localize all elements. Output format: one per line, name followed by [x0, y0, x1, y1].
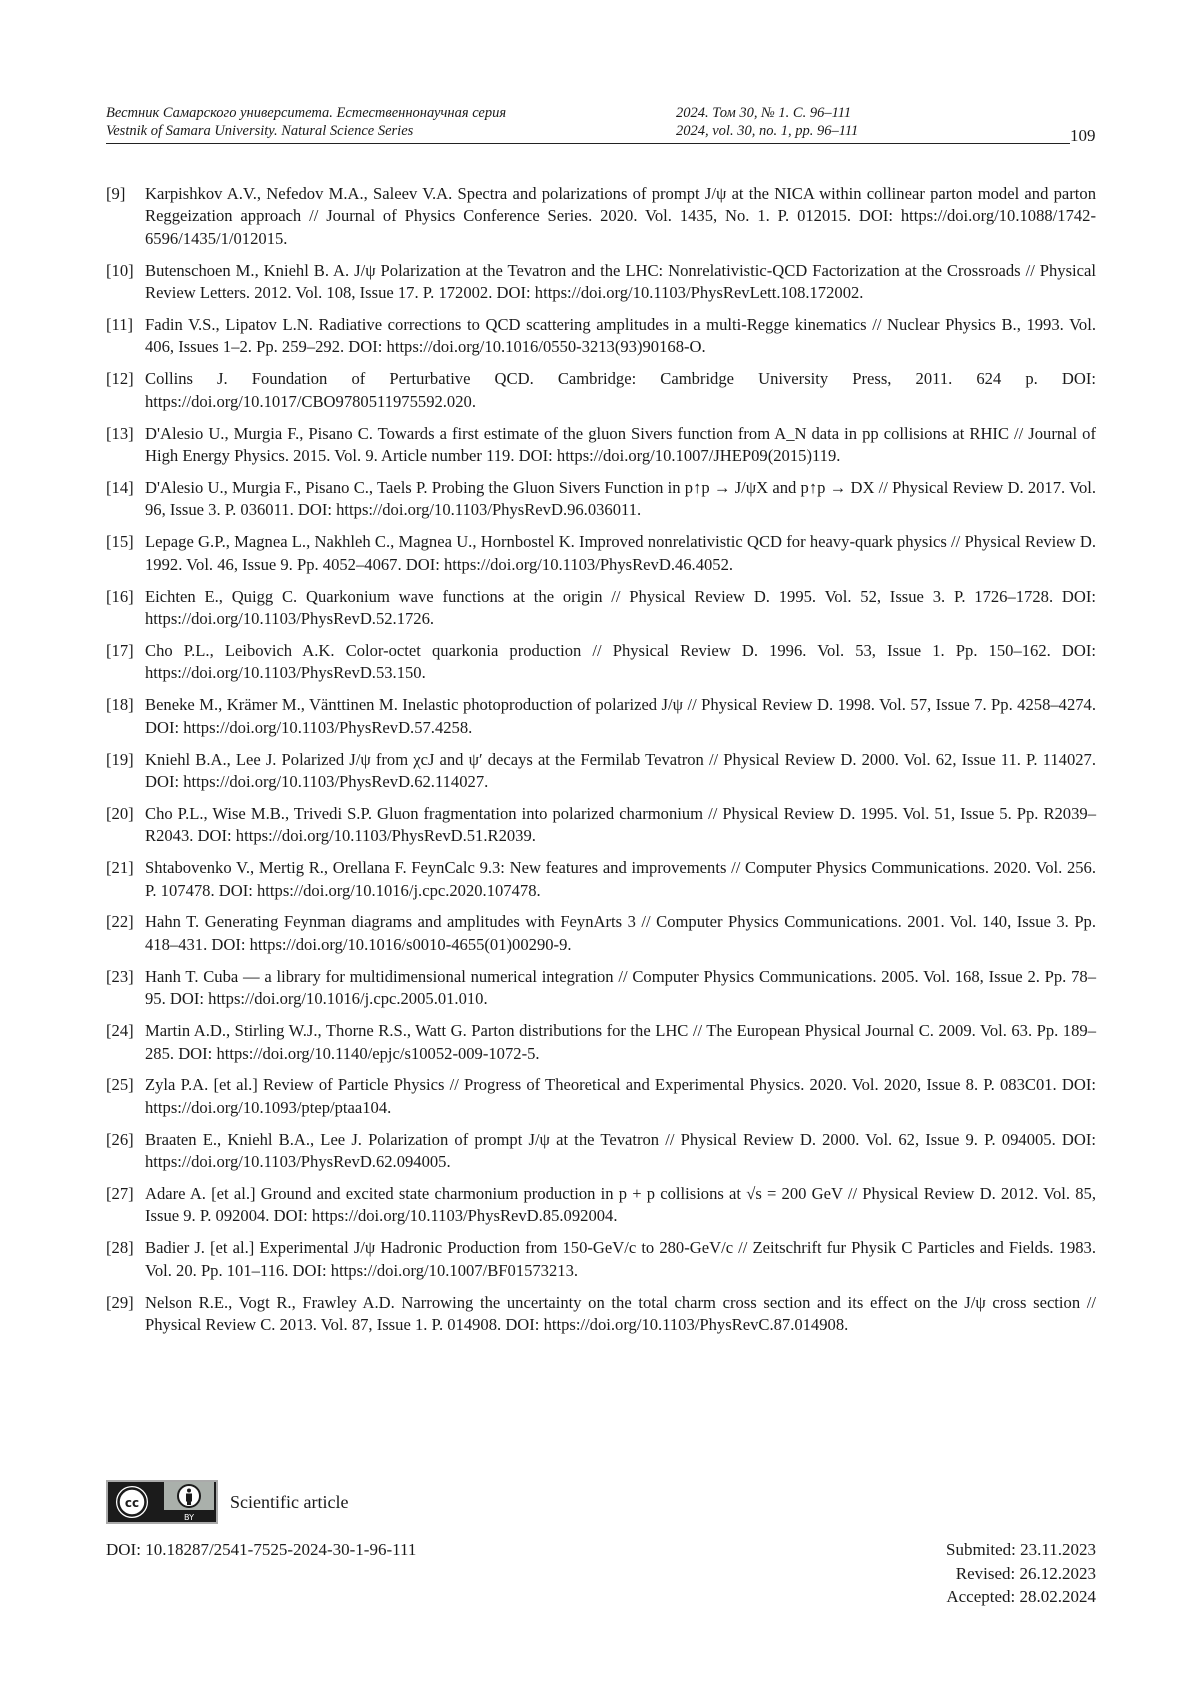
reference-number: [24] — [106, 1021, 134, 1041]
reference-item — [106, 1237, 1096, 1282]
reference-number: [16] — [106, 586, 134, 606]
page-number: 109 — [1070, 126, 1096, 145]
reference-text: D'Alesio U., Murgia F., Pisano C., Taels P. Probing the Gluon Sivers Function in p↑p → J/ψX and p↑p → DX // Physical Review D. 2017. Vol. 96, Issue 3. P. 036011. DOI: https://doi.org/10.1103/PhysRevD.96.036011. — [145, 477, 1096, 520]
reference-item — [106, 749, 1096, 794]
reference-number: [20] — [106, 803, 134, 823]
running-head — [106, 104, 1106, 140]
reference-item — [106, 640, 1096, 685]
header-rule — [106, 143, 1070, 144]
reference-item — [106, 1129, 1096, 1174]
svg-text:cc: cc — [124, 1496, 140, 1510]
submitted-date: Submited: 23.11.2023 — [945, 1540, 1096, 1559]
reference-item — [106, 368, 1096, 413]
reference-text: Adare A. [et al.] Ground and excited state charmonium production in p + p collisions at √s = 200 GeV // Physical Review D. 2012. Vol. 85, Issue 9. P. 092004. DOI: https://doi.org/10.1103/PhysRevD.85.092004. — [145, 1184, 1096, 1226]
footer — [106, 1480, 1096, 1609]
issue-info-en: 2024, vol. 30, no. 1, pp. 96–111 — [676, 123, 859, 139]
issue-info-ru: 2024. Том 30, № 1. С. 96–111 — [676, 105, 852, 121]
reference-number: [29] — [106, 1292, 134, 1312]
reference-text: Karpishkov A.V., Nefedov M.A., Saleev V.A. Spectra and polarizations of prompt J/ψ at the NICA within collinear parton model and parton Reggeization approach // Journal of Physics Conference Series. 2020. Vol. 1435, No. 1. P. 012015. DOI: https://doi.org/10.1088/1742-6596/1435/1/012015. — [145, 184, 1096, 248]
reference-number: [13] — [106, 423, 134, 443]
reference-text: Collins J. Foundation of Perturbative QCD. Cambridge: Cambridge University Press, 2011. 624 p. DOI: https://doi.org/10.1017/CBO9780511975592.020. — [145, 369, 1096, 411]
reference-text: Hanh T. Cuba — a library for multidimensional numerical integration // Computer Physics Communications. 2005. Vol. 168, Issue 2. Pp. 78–95. DOI: https://doi.org/10.1016/j.cpc.2005.01.010. — [145, 966, 1096, 1009]
reference-number: [26] — [106, 1129, 134, 1149]
reference-text: Beneke M., Krämer M., Vänttinen M. Inelastic photoproduction of polarized J/ψ // Physical Review D. 1998. Vol. 57, Issue 7. Pp. 4258–4274. DOI: https://doi.org/10.1103/PhysRevD.57.4258. — [145, 695, 1096, 737]
reference-text: Cho P.L., Leibovich A.K. Color-octet quarkonia production // Physical Review D. 1996. Vol. 53, Issue 1. Pp. 150–162. DOI: https://doi.org/10.1103/PhysRevD.53.150. — [145, 640, 1096, 683]
reference-item — [106, 1074, 1096, 1119]
reference-item — [106, 423, 1096, 468]
reference-number: [14] — [106, 477, 134, 497]
reference-text: Kniehl B.A., Lee J. Polarized J/ψ from χcJ and ψ′ decays at the Fermilab Tevatron // Physical Review D. 2000. Vol. 62, Issue 11. P. 114027. DOI: https://doi.org/10.1103/PhysRevD.62.114027. — [145, 749, 1096, 791]
reference-item — [106, 586, 1096, 631]
reference-item — [106, 314, 1096, 359]
reference-item — [106, 260, 1096, 305]
cc-badge-by-label: BY — [184, 1513, 194, 1522]
article-doi: DOI: 10.18287/2541-7525-2024-30-1-96-111 — [106, 1540, 417, 1559]
reference-item — [106, 803, 1096, 848]
reference-text: Eichten E., Quigg C. Quarkonium wave functions at the origin // Physical Review D. 1995. Vol. 52, Issue 3. P. 1726–1728. DOI: https://doi.org/10.1103/PhysRevD.52.1726. — [145, 586, 1096, 628]
reference-item — [106, 857, 1096, 902]
reference-item — [106, 1183, 1096, 1228]
reference-text: Shtabovenko V., Mertig R., Orellana F. FeynCalc 9.3: New features and improvements // Computer Physics Communications. 2020. Vol. 256. P. 107478. DOI: https://doi.org/10.1016/j.cpc.2020.107478. — [145, 858, 1096, 900]
revised-date: Revised: 26.12.2023 — [955, 1563, 1096, 1583]
cc-license-icon — [108, 1482, 216, 1522]
journal-title-en: Vestnik of Samara University. Natural Science Series — [106, 123, 414, 139]
reference-text: Badier J. [et al.] Experimental J/ψ Hadronic Production from 150-GeV/c to 280-GeV/c // Zeitschrift fur Physik C Particles and Fields. 1983. Vol. 20. Pp. 101–116. DOI: https://doi.org/10.1007/BF01573213. — [145, 1238, 1096, 1280]
reference-text: Zyla P.A. [et al.] Review of Particle Physics // Progress of Theoretical and Experimental Physics. 2020. Vol. 2020, Issue 8. P. 083C01. DOI: https://doi.org/10.1093/ptep/ptaa104. — [145, 1075, 1096, 1117]
accepted-date: Accepted: 28.02.2024 — [946, 1587, 1096, 1606]
reference-text: Martin A.D., Stirling W.J., Thorne R.S., Watt G. Parton distributions for the LHC // The European Physical Journal C. 2009. Vol. 63. Pp. 189–285. DOI: https://doi.org/10.1140/epjc/s10052-009-1072-5. — [145, 1021, 1096, 1063]
reference-item — [106, 477, 1096, 522]
reference-number: [17] — [106, 640, 134, 660]
reference-item — [106, 694, 1096, 739]
reference-text: Lepage G.P., Magnea L., Nakhleh C., Magnea U., Hornbostel K. Improved nonrelativistic QCD for heavy-quark physics // Physical Review D. 1992. Vol. 46, Issue 9. Pp. 4052–4067. DOI: https://doi.org/10.1103/PhysRevD.46.4052. — [145, 532, 1096, 574]
reference-number: [27] — [106, 1184, 134, 1204]
reference-text: Nelson R.E., Vogt R., Frawley A.D. Narrowing the uncertainty on the total charm cross section and its effect on the J/ψ cross section // Physical Review C. 2013. Vol. 87, Issue 1. P. 014908. DOI: https://doi.org/10.1103/PhysRevC.87.014908. — [145, 1292, 1096, 1335]
reference-list — [106, 183, 1096, 1346]
reference-number: [9] — [106, 184, 126, 203]
reference-number: [18] — [106, 695, 134, 715]
article-type: Scientific article — [230, 1491, 349, 1512]
reference-number: [15] — [106, 532, 134, 552]
reference-number: [10] — [106, 260, 134, 280]
reference-text: Fadin V.S., Lipatov L.N. Radiative corrections to QCD scattering amplitudes in a multi-Regge kinematics // Nuclear Physics B., 1993. Vol. 406, Issues 1–2. Pp. 259–292. DOI: https://doi.org/10.1016/0550-3213(93)90168-O. — [145, 315, 1096, 357]
journal-title-ru: Вестник Самарского университета. Естественнонаучная серия — [106, 105, 507, 121]
reference-number: [19] — [106, 749, 134, 769]
cc-by-license-badge[interactable] — [106, 1480, 218, 1524]
reference-number: [12] — [106, 369, 134, 389]
reference-number: [11] — [106, 315, 134, 335]
reference-text: Braaten E., Kniehl B.A., Lee J. Polarization of prompt J/ψ at the Tevatron // Physical Review D. 2000. Vol. 62, Issue 9. P. 094005. DOI: https://doi.org/10.1103/PhysRevD.62.094005. — [145, 1129, 1096, 1172]
reference-item — [106, 1020, 1096, 1065]
reference-number: [25] — [106, 1075, 134, 1095]
reference-number: [22] — [106, 912, 134, 932]
reference-text: Butenschoen M., Kniehl B. A. J/ψ Polarization at the Tevatron and the LHC: Nonrelativistic-QCD Factorization at the Crossroads // Physical Review Letters. 2012. Vol. 108, Issue 17. P. 172002. DOI: https://doi.org/10.1103/PhysRevLett.108.172002. — [145, 260, 1096, 303]
reference-text: Hahn T. Generating Feynman diagrams and amplitudes with FeynArts 3 // Computer Physics Communications. 2001. Vol. 140, Issue 3. Pp. 418–431. DOI: https://doi.org/10.1016/s0010-4655(01)00290-9. — [145, 912, 1096, 954]
reference-number: [28] — [106, 1238, 134, 1258]
reference-text: Cho P.L., Wise M.B., Trivedi S.P. Gluon fragmentation into polarized charmonium // Physical Review D. 1995. Vol. 51, Issue 5. Pp. R2039–R2043. DOI: https://doi.org/10.1103/PhysRevD.51.R2039. — [145, 803, 1096, 846]
reference-item — [106, 531, 1096, 576]
reference-item — [106, 911, 1096, 956]
reference-number: [23] — [106, 966, 134, 986]
reference-item — [106, 1292, 1096, 1337]
reference-item — [106, 183, 1096, 250]
reference-number: [21] — [106, 858, 134, 878]
article-dates — [946, 1538, 1096, 1609]
reference-text: D'Alesio U., Murgia F., Pisano C. Towards a first estimate of the gluon Sivers function from A_N data in pp collisions at RHIC // Journal of High Energy Physics. 2015. Vol. 9. Article number 119. DOI: https://doi.org/10.1007/JHEP09(2015)119. — [145, 423, 1096, 466]
reference-item — [106, 966, 1096, 1011]
